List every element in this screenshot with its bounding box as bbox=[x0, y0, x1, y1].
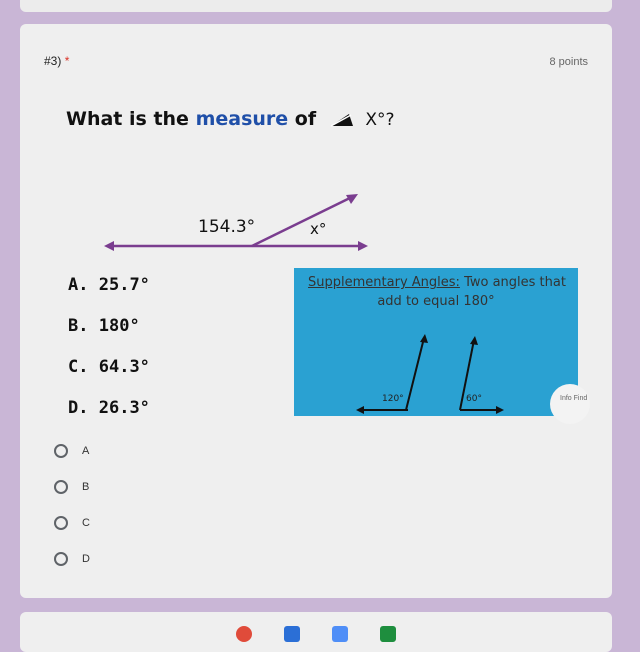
answer-choices bbox=[68, 272, 150, 436]
answer-choice-a bbox=[68, 272, 150, 313]
left-arrowhead bbox=[104, 241, 114, 251]
previous-question-card bbox=[20, 0, 612, 12]
ray-line bbox=[252, 196, 354, 246]
chrome-icon[interactable] bbox=[236, 626, 252, 642]
answer-choice-d bbox=[68, 395, 150, 436]
option-label: D bbox=[82, 553, 90, 565]
question-text-part2: of bbox=[294, 108, 317, 130]
known-angle-label: 154.3° bbox=[198, 217, 256, 237]
answer-choice-b bbox=[68, 313, 150, 354]
info-badge: Info Find bbox=[550, 384, 590, 424]
radio-button[interactable] bbox=[54, 516, 68, 530]
answer-letter: A. bbox=[68, 275, 89, 295]
radio-button[interactable] bbox=[54, 480, 68, 494]
angle2-arrow-right bbox=[496, 406, 504, 414]
answer-letter: D. bbox=[68, 398, 89, 418]
docs-icon[interactable] bbox=[332, 626, 348, 642]
reference-title-rest: Two angles that bbox=[464, 275, 566, 290]
question-text bbox=[66, 108, 395, 130]
option-label: C bbox=[82, 517, 90, 529]
angle-variable: X°? bbox=[365, 110, 395, 130]
angle1-ray bbox=[406, 338, 424, 410]
answer-value: 64.3° bbox=[98, 357, 150, 377]
angle1-label: 120° bbox=[382, 394, 404, 404]
points-label: 8 points bbox=[549, 56, 588, 68]
question-card bbox=[20, 24, 612, 598]
angle-diagram bbox=[102, 160, 372, 260]
answer-letter: C. bbox=[68, 357, 89, 377]
option-label: A bbox=[82, 445, 90, 457]
answer-value: 25.7° bbox=[98, 275, 150, 295]
supplementary-angles-image bbox=[294, 268, 588, 416]
reference-term: Supplementary Angles: bbox=[308, 275, 460, 290]
question-number bbox=[44, 54, 69, 68]
required-asterisk: * bbox=[64, 54, 70, 68]
next-question-card bbox=[20, 612, 612, 652]
option-label: B bbox=[82, 481, 90, 493]
answer-choice-c bbox=[68, 354, 150, 395]
angle-icon bbox=[329, 112, 355, 128]
angle1-arrow-up bbox=[420, 334, 428, 343]
answer-value: 26.3° bbox=[98, 398, 150, 418]
radio-button[interactable] bbox=[54, 552, 68, 566]
question-number-text: #3) bbox=[44, 54, 62, 68]
sheets-icon[interactable] bbox=[380, 626, 396, 642]
radio-button[interactable] bbox=[54, 444, 68, 458]
reference-angles-drawing bbox=[294, 268, 578, 416]
files-icon[interactable] bbox=[284, 626, 300, 642]
reference-definition: add to equal 180° bbox=[377, 294, 495, 309]
angle2-arrow-up bbox=[470, 336, 478, 345]
right-arrowhead bbox=[358, 241, 368, 251]
angle1-arrow-left bbox=[356, 406, 364, 414]
question-text-part1: What is the bbox=[66, 108, 189, 130]
answer-letter: B. bbox=[68, 316, 89, 336]
unknown-angle-label: x° bbox=[310, 220, 327, 238]
angle2-label: 60° bbox=[466, 394, 482, 404]
answer-value: 180° bbox=[98, 316, 140, 336]
question-text-highlight: measure bbox=[195, 108, 289, 130]
